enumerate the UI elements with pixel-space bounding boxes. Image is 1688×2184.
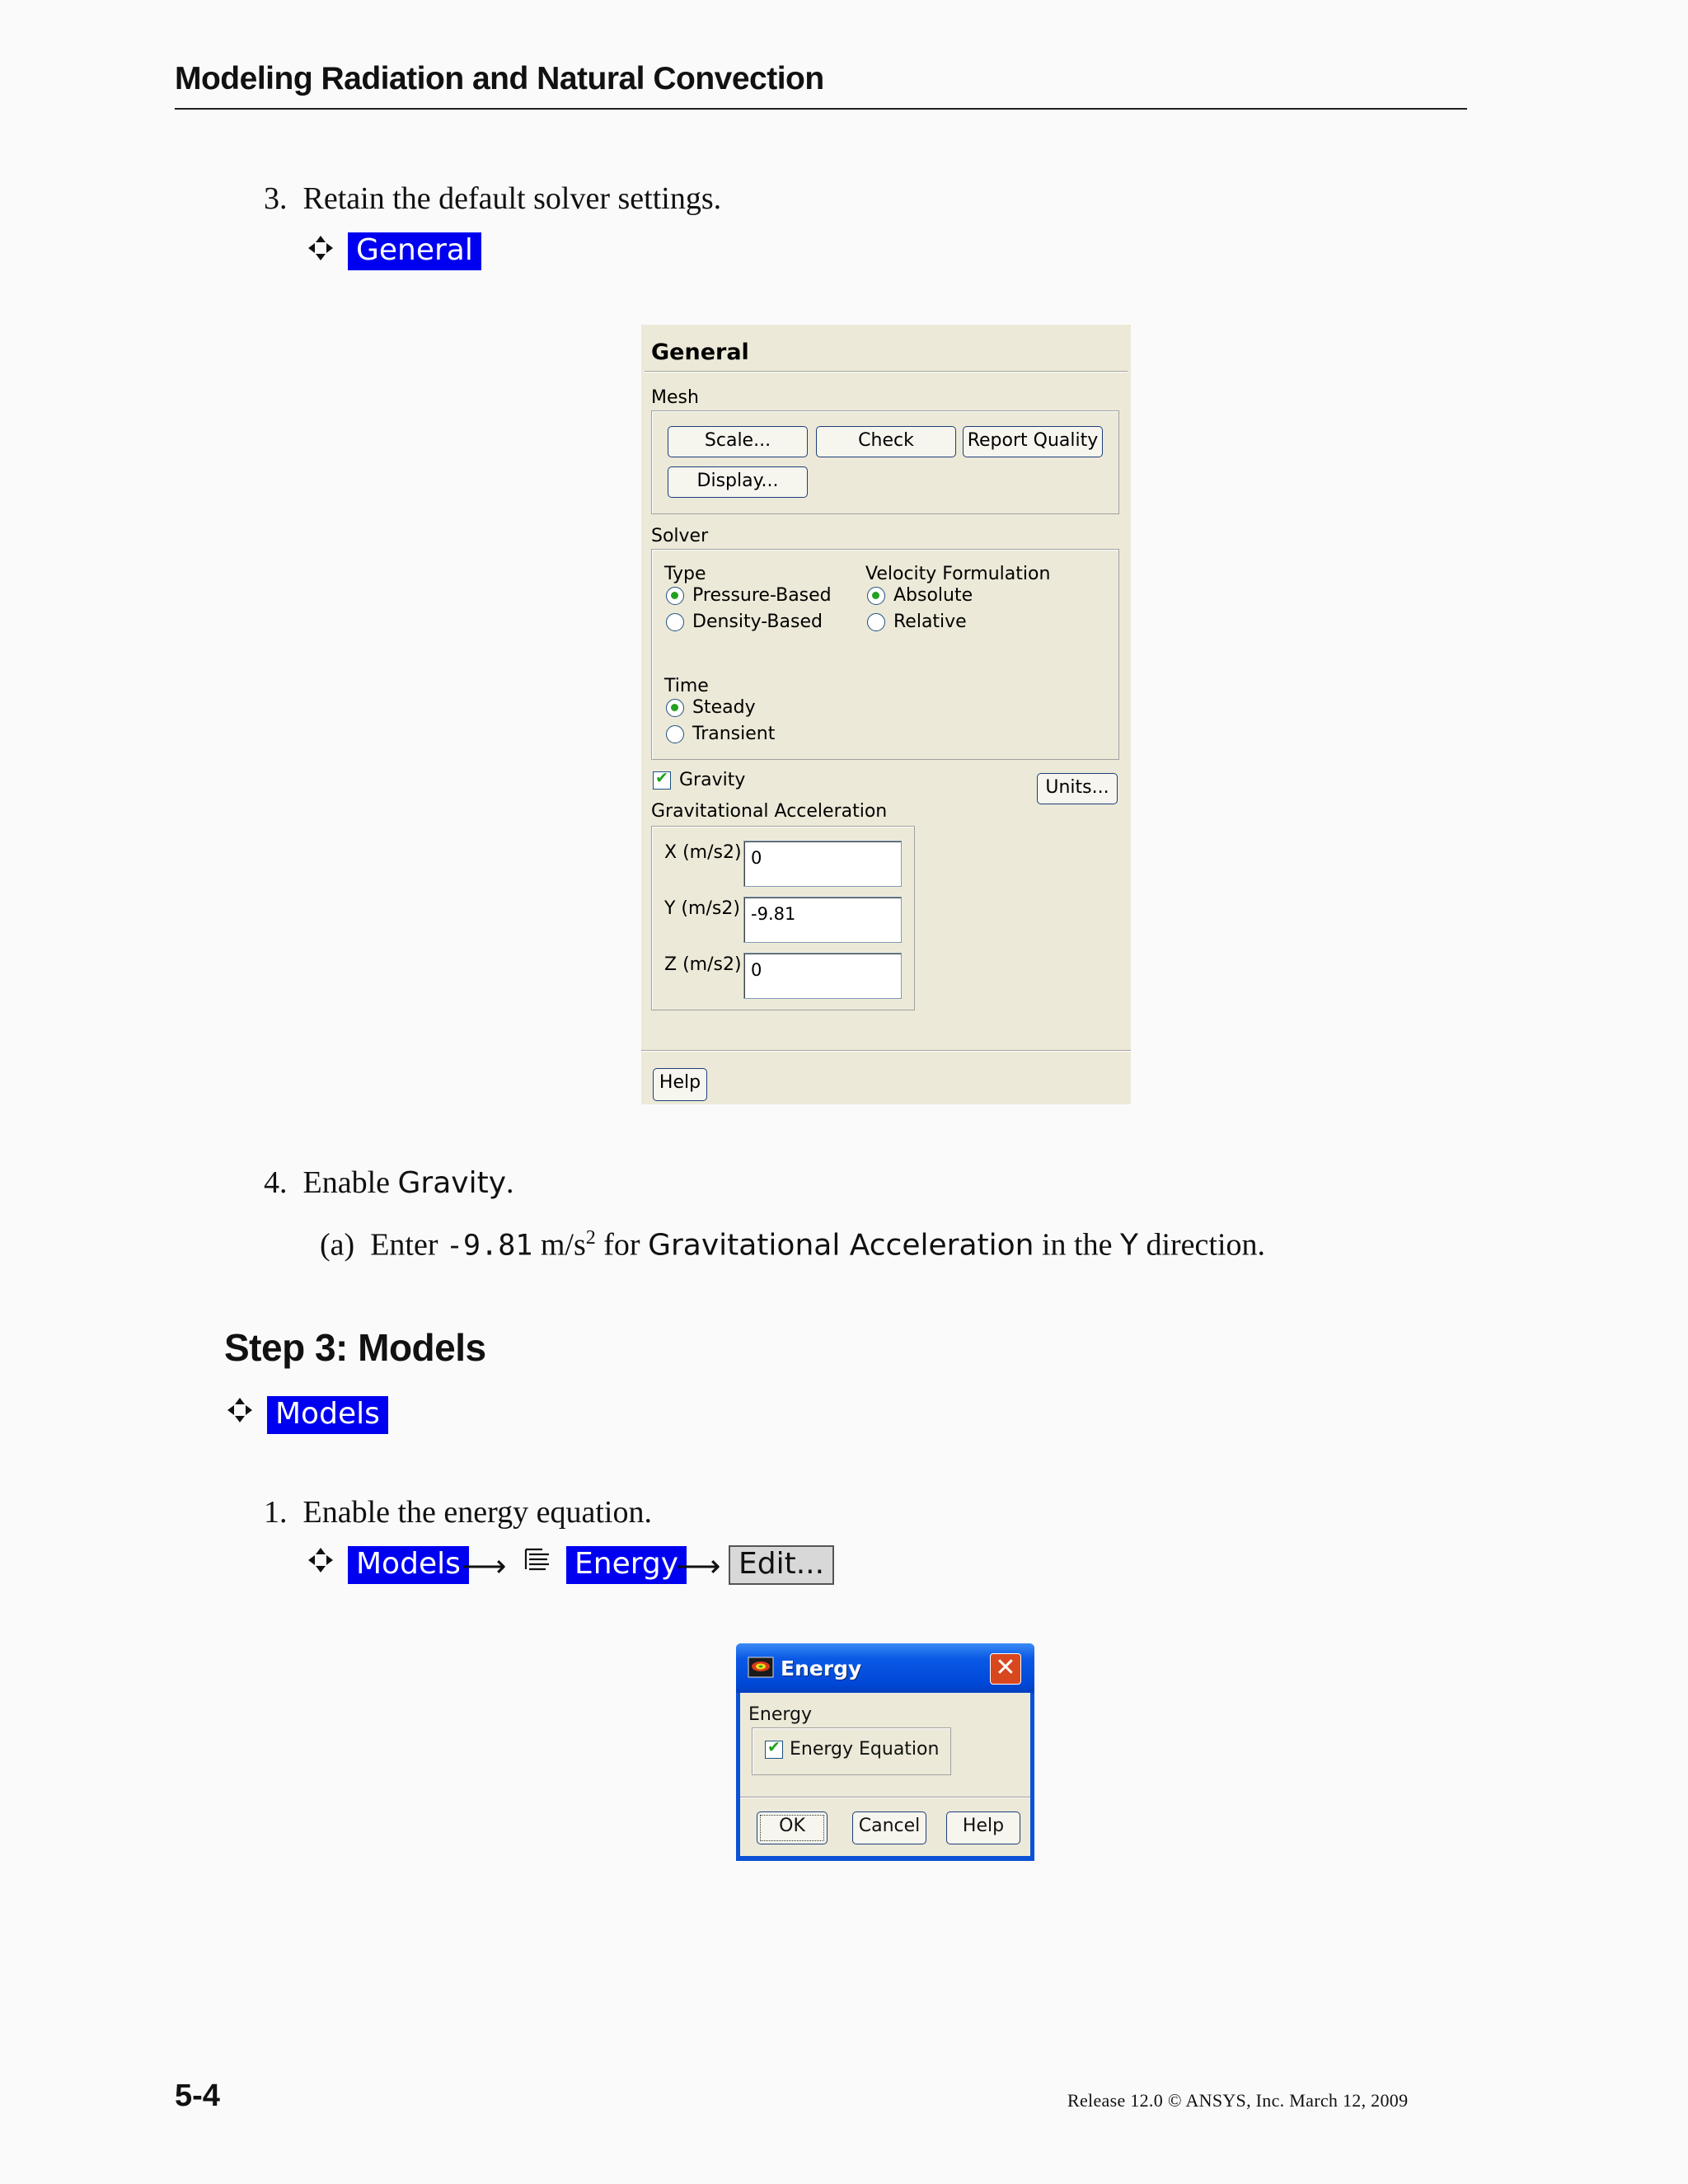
help-button[interactable]: Help	[946, 1811, 1020, 1844]
substep-enter: Enter	[370, 1227, 438, 1263]
general-panel	[641, 325, 1131, 1104]
density-based-label: Density-Based	[692, 612, 823, 632]
dialog-divider	[740, 1797, 1030, 1798]
energy-equation-label: Energy Equation	[790, 1739, 940, 1760]
nav-models-path-link[interactable]: Models	[348, 1546, 469, 1584]
page-header-title: Modeling Radiation and Natural Convection	[175, 61, 824, 96]
navigation-icon	[307, 1546, 335, 1574]
header-rule	[175, 108, 1467, 110]
release-company-date: ANSYS, Inc. March 12, 2009	[1185, 2090, 1409, 2111]
release-footer	[1067, 2090, 1408, 2111]
check-button[interactable]: Check	[816, 426, 956, 457]
step-number: 1.	[264, 1495, 288, 1530]
gravitational-acceleration-label: Gravitational Acceleration	[651, 801, 888, 822]
substep-marker: (a)	[320, 1227, 355, 1263]
energy-dialog	[736, 1643, 1034, 1861]
gravity-label: Gravity	[679, 770, 746, 790]
y-accel-label: Y (m/s2)	[664, 898, 740, 919]
page-number: 5-4	[175, 2079, 220, 2113]
ok-button[interactable]: OK	[757, 1811, 828, 1844]
x-accel-label: X (m/s2)	[664, 842, 742, 863]
section-heading: Step 3: Models	[224, 1326, 486, 1369]
release-version: Release 12.0	[1067, 2090, 1164, 2111]
relative-label: Relative	[893, 612, 967, 632]
step-number: 3.	[264, 181, 288, 216]
list-icon	[524, 1546, 552, 1576]
mesh-label: Mesh	[651, 387, 699, 408]
panel-title-divider	[645, 371, 1128, 373]
gravity-checkbox[interactable]	[653, 771, 671, 790]
path-arrow: ⟶	[676, 1549, 721, 1584]
z-accel-label: Z (m/s2)	[664, 954, 742, 975]
step-prefix: Enable	[302, 1165, 391, 1200]
gravity-units-exponent: 2	[585, 1227, 596, 1249]
solver-label: Solver	[651, 526, 709, 546]
help-button[interactable]: Help	[653, 1068, 707, 1101]
relative-radio[interactable]	[867, 613, 885, 631]
step-number: 4.	[264, 1165, 288, 1200]
steady-label: Steady	[692, 697, 756, 718]
z-accel-input[interactable]: 0	[743, 953, 902, 999]
y-accel-input[interactable]: -9.81	[743, 897, 902, 943]
panel-bottom-divider	[641, 1050, 1131, 1052]
navigation-icon	[307, 234, 335, 262]
type-label: Type	[664, 564, 706, 584]
time-label: Time	[664, 676, 709, 696]
energy-group-label: Energy	[748, 1704, 813, 1725]
x-accel-input[interactable]: 0	[743, 841, 902, 887]
substep-end: direction.	[1146, 1227, 1266, 1263]
panel-title: General	[651, 340, 749, 365]
step-retain	[264, 183, 721, 214]
step-text: Enable the energy equation.	[302, 1495, 652, 1530]
energy-equation-checkbox[interactable]	[765, 1741, 783, 1759]
gravitational-acceleration-term: Gravitational Acceleration	[648, 1228, 1034, 1263]
dialog-title: Energy	[781, 1657, 862, 1680]
report-quality-button[interactable]: Report Quality	[963, 426, 1103, 457]
absolute-radio[interactable]	[867, 587, 885, 605]
transient-radio[interactable]	[666, 725, 684, 743]
scale-button[interactable]: Scale...	[668, 426, 808, 457]
step-text: Retain the default solver settings.	[302, 181, 722, 216]
velocity-formulation-label: Velocity Formulation	[865, 564, 1051, 584]
gravity-value: -9.81	[445, 1229, 533, 1263]
transient-label: Transient	[692, 724, 776, 744]
gravity-units: m/s	[540, 1227, 586, 1263]
edit-button[interactable]: Edit...	[729, 1545, 834, 1585]
pressure-based-label: Pressure-Based	[692, 585, 832, 606]
fluent-app-icon	[748, 1657, 774, 1678]
substep-for: for	[603, 1227, 640, 1263]
substep-in: in the	[1041, 1227, 1113, 1263]
display-button[interactable]: Display...	[668, 466, 808, 498]
nav-general-link[interactable]: General	[348, 232, 481, 270]
direction-term: Y	[1119, 1228, 1138, 1263]
steady-radio[interactable]	[666, 699, 684, 717]
substep-gravity-value	[320, 1228, 1265, 1261]
pressure-based-radio[interactable]	[666, 587, 684, 605]
dialog-body	[740, 1693, 1030, 1856]
nav-models-link[interactable]: Models	[267, 1396, 388, 1434]
absolute-label: Absolute	[893, 585, 973, 606]
units-button[interactable]: Units...	[1037, 773, 1118, 804]
density-based-radio[interactable]	[666, 613, 684, 631]
copyright-symbol: ©	[1167, 2090, 1182, 2111]
path-arrow: ⟶	[462, 1549, 507, 1584]
close-icon[interactable]: ✕	[990, 1653, 1021, 1685]
step-suffix: .	[506, 1165, 514, 1200]
step-energy	[264, 1497, 652, 1528]
gravity-term: Gravity	[397, 1166, 506, 1200]
step-gravity	[264, 1167, 514, 1198]
navigation-icon	[226, 1396, 254, 1424]
nav-energy-link[interactable]: Energy	[566, 1546, 687, 1584]
cancel-button[interactable]: Cancel	[852, 1811, 926, 1844]
